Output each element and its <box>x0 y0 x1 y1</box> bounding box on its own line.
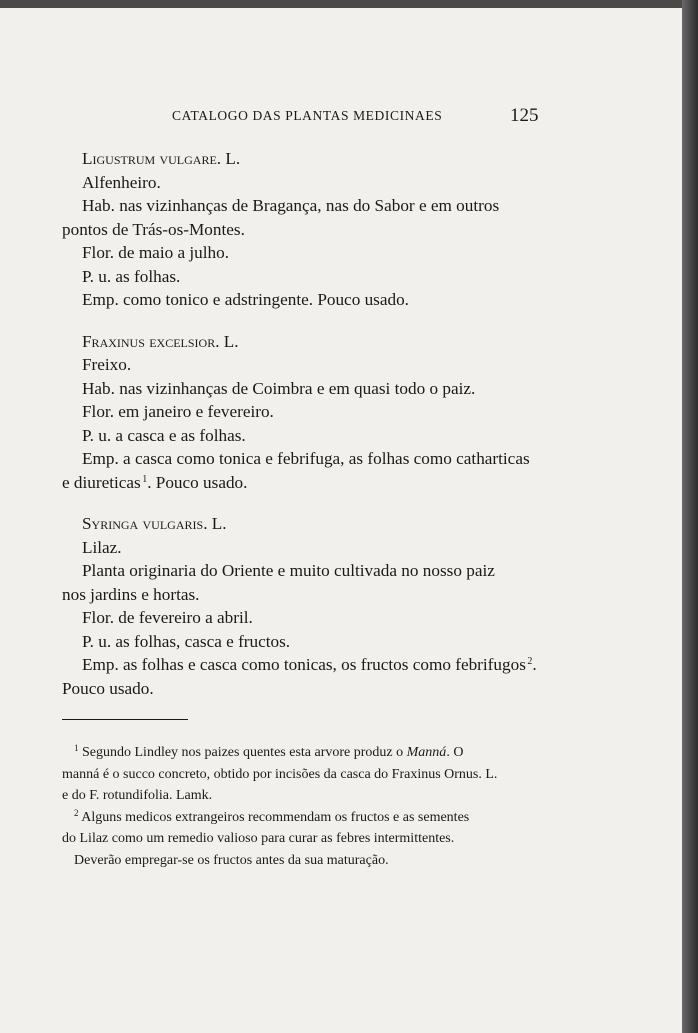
entry-syringa-origin: Planta originaria do Oriente e muito cultivada no nosso paiz <box>82 561 495 580</box>
entry-syringa-use <box>62 653 536 677</box>
entry-fraxinus-use: Emp. a casca como tonica e febrifuga, as folhas como catharticas <box>82 449 530 468</box>
entry-syringa-use-end: . <box>532 655 537 674</box>
entry-syringa-use-text: Emp. as folhas e casca como tonicas, os fructos como febrifugos <box>82 655 526 674</box>
footnote-1 <box>62 742 529 764</box>
scan-right-edge <box>682 0 698 1033</box>
entry-ligustrum-use: Emp. como tonico e adstringente. Pouco usado. <box>82 290 409 309</box>
footnote-2-cont: do Lilaz como um remedio valioso para curar as febres intermittentes. <box>62 831 455 846</box>
entry-ligustrum-habitat-cont: pontos de Trás-os-Montes. <box>62 219 245 239</box>
footnote-1-marker: 1 <box>74 743 79 753</box>
footnote-2-marker: 2 <box>74 807 79 818</box>
footnote-rule <box>62 719 188 720</box>
footnote-ref-2[interactable]: 2 <box>527 656 533 667</box>
entry-fraxinus-use-cont-end: . Pouco usado. <box>147 472 248 492</box>
footnote-2-cont-2: Deverão empregar-se os fructos antes da sua maturação. <box>74 852 389 868</box>
footnote-1-text-a: Segundo Lindley nos paizes quentes esta arvore produz o <box>82 745 404 760</box>
footnote-1-manna: Manná <box>406 745 447 760</box>
entry-fraxinus-use-cont <box>62 471 536 495</box>
entry-fraxinus-habitat: Hab. nas vizinhanças de Coimbra e em quasi todo o paiz. <box>82 378 476 398</box>
entry-ligustrum-name: Ligustrum vulgare. L. <box>82 149 241 168</box>
footnote-1-cont: manná é o succo concreto, obtido por incisões da casca do Fraxinus Ornus. L. <box>62 766 498 782</box>
entry-ligustrum-common: Alfenheiro. <box>82 172 161 192</box>
entry-ligustrum-parts-used: P. u. as folhas. <box>82 266 181 286</box>
catalog-body <box>62 147 536 700</box>
entry-fraxinus-parts-used: P. u. a casca e as folhas. <box>82 425 246 445</box>
entry-fraxinus-flowering: Flor. em janeiro e fevereiro. <box>82 402 274 421</box>
footnote-ref-1[interactable]: 1 <box>142 473 148 485</box>
page-number: 125 <box>510 105 539 126</box>
footnotes <box>62 742 529 871</box>
footnote-2 <box>62 807 529 829</box>
entry-ligustrum-flowering: Flor. de maio a julho. <box>82 243 230 262</box>
running-title: CATALOGO DAS PLANTAS MEDICINAES <box>172 108 443 123</box>
entry-fraxinus-common: Freixo. <box>82 355 132 374</box>
entry-syringa-flowering: Flor. de fevereiro a abril. <box>82 608 253 627</box>
entry-syringa-common: Lilaz. <box>82 537 122 557</box>
footnote-1-text-a-end: . O <box>446 745 464 760</box>
entry-syringa-use-cont: Pouco usado. <box>62 678 154 698</box>
entry-syringa-origin-cont: nos jardins e hortas. <box>62 584 200 604</box>
book-page <box>0 8 682 1033</box>
entry-fraxinus-name: Fraxinus excelsior. L. <box>82 331 239 351</box>
footnote-2-text-a: Alguns medicos extrangeiros recommendam os fructos e as sementes <box>81 809 470 825</box>
entry-ligustrum-habitat: Hab. nas vizinhanças de Bragança, nas do Sabor e em outros <box>82 196 500 215</box>
entry-syringa-parts-used: P. u. as folhas, casca e fructos. <box>82 631 291 651</box>
entry-fraxinus-use-cont-text: e diureticas <box>62 472 141 492</box>
footnote-1-cont-2: e do F. rotundifolia. Lamk. <box>62 788 213 803</box>
entry-syringa-name: Syringa vulgaris. L. <box>82 514 227 533</box>
scan-top-edge <box>0 0 698 8</box>
